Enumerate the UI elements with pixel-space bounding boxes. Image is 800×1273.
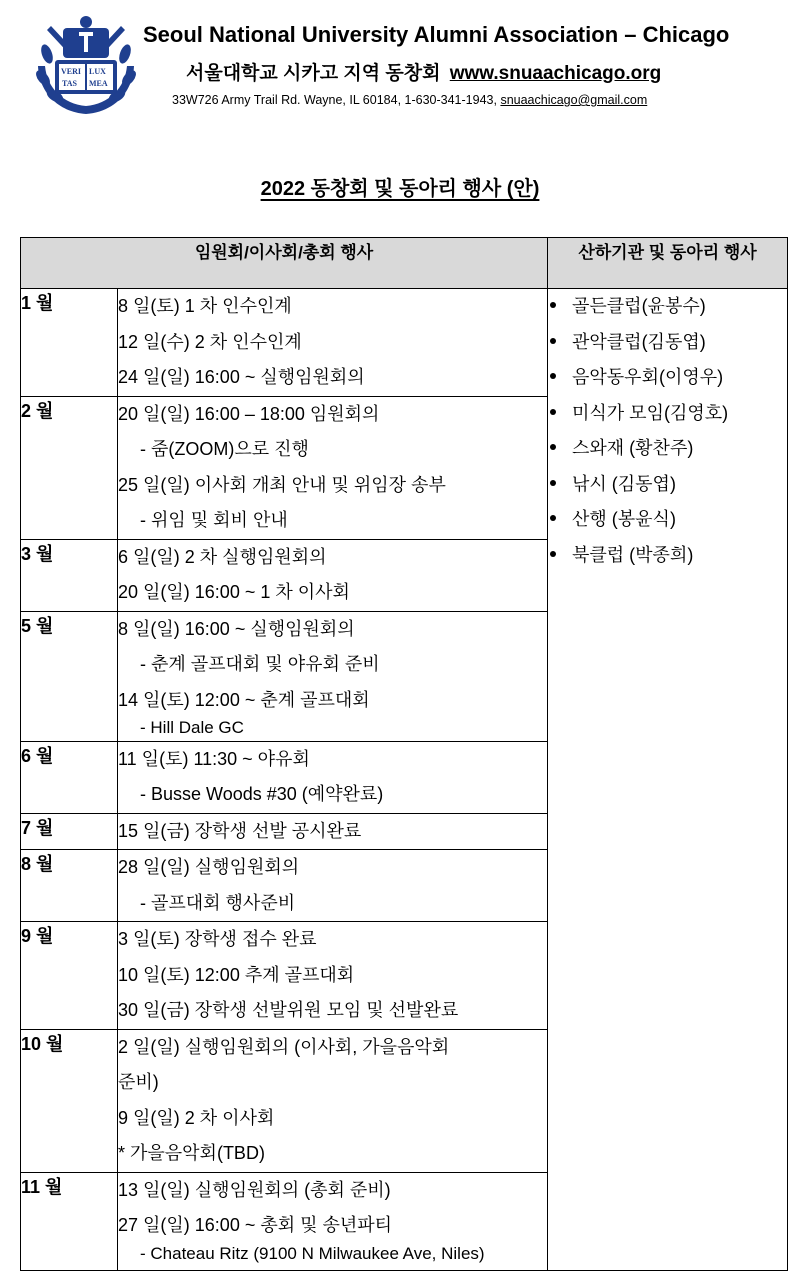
club-name: 음악동우회(이영우): [572, 367, 724, 387]
events-cell: [118, 922, 548, 1030]
event-item: - 줌(ZOOM)으로 진행: [140, 439, 309, 459]
club-name: 스와재 (황찬주): [572, 438, 694, 458]
event-item: 8 일(토) 1 차 인수인계: [118, 296, 292, 316]
club-list-item: [548, 538, 787, 574]
snu-logo-icon: [33, 14, 139, 120]
month-cell: 5 월: [21, 611, 118, 741]
event-item: - Busse Woods #30 (예약완료): [140, 784, 384, 804]
letterhead: [0, 0, 800, 130]
event-item: 준비): [118, 1072, 159, 1092]
bullet-icon: [550, 551, 556, 557]
event-item: 3 일(토) 장학생 접수 완료: [118, 929, 317, 949]
org-name-korean: 서울대학교 시카고 지역 동창회: [186, 63, 441, 84]
club-list: [548, 289, 787, 573]
col-header-executive-events: 임원회/이사회/총회 행사: [21, 238, 548, 289]
svg-text:VERI: VERI: [61, 67, 82, 76]
svg-text:LUX: LUX: [89, 67, 106, 76]
events-cell: [118, 741, 548, 813]
club-name: 관악클럽(김동엽): [572, 331, 706, 352]
bullet-icon: [550, 515, 556, 521]
bullet-icon: [550, 444, 556, 450]
event-item: 15 일(금) 장학생 선발 공시완료: [118, 820, 362, 841]
event-item: 24 일(일) 16:00 ~ 실행임원회의: [118, 367, 365, 387]
events-cell: [118, 1172, 548, 1270]
club-name: 골든클럽(윤봉수): [572, 296, 706, 316]
event-item: 20 일(일) 16:00 – 18:00 임원회의: [118, 403, 380, 424]
event-item: * 가을음악회(TBD): [118, 1143, 265, 1163]
clubs-cell: [548, 289, 788, 1271]
event-item: 11 일(토) 11:30 ~ 야유회: [118, 748, 310, 769]
event-item: 28 일(일) 실행임원회의: [118, 857, 300, 877]
event-item: 10 일(토) 12:00 추계 골프대회: [118, 964, 355, 985]
bullet-icon: [550, 338, 556, 344]
event-item: 30 일(금) 장학생 선발위원 모임 및 선발완료: [118, 1000, 459, 1020]
club-list-item: [548, 325, 787, 361]
org-name-english: Seoul National University Alumni Association – Chicago: [143, 22, 730, 47]
month-cell: 10 월: [21, 1029, 118, 1172]
website-link[interactable]: www.snuaachicago.org: [449, 63, 662, 84]
events-cell: [118, 1029, 548, 1172]
month-cell: 6 월: [21, 741, 118, 813]
bullet-icon: [550, 302, 556, 308]
svg-text:TAS: TAS: [62, 79, 77, 88]
bullet-icon: [550, 480, 556, 486]
table-row: [21, 289, 788, 397]
club-name: 북클럽 (박종희): [572, 544, 694, 565]
col-header-club-events: 산하기관 및 동아리 행사: [548, 238, 788, 289]
event-item: 27 일(일) 16:00 ~ 총회 및 송년파티: [118, 1215, 393, 1235]
events-cell: [118, 813, 548, 850]
month-cell: 7 월: [21, 813, 118, 850]
event-item: 14 일(토) 12:00 ~ 춘계 골프대회: [118, 689, 370, 710]
event-item: - 골프대회 행사준비: [140, 892, 296, 913]
bullet-icon: [550, 373, 556, 379]
event-item: - Hill Dale GC: [140, 718, 244, 737]
event-item: 6 일(일) 2 차 실행임원회의: [118, 546, 327, 567]
month-cell: 9 월: [21, 922, 118, 1030]
club-list-item: [548, 360, 787, 396]
table-header-row: [21, 238, 788, 289]
contact-line: [172, 93, 647, 107]
club-name: 산행 (봉윤식): [572, 509, 676, 529]
events-cell: [118, 611, 548, 741]
club-name: 미식가 모임(김영호): [572, 402, 729, 423]
event-item: 12 일(수) 2 차 인수인계: [118, 331, 302, 352]
month-cell: 8 월: [21, 850, 118, 922]
svg-text:MEA: MEA: [89, 79, 108, 88]
club-list-item: [548, 502, 787, 538]
month-cell: 11 월: [21, 1172, 118, 1270]
club-list-item: [548, 396, 787, 432]
event-item: - 위임 및 회비 안내: [140, 510, 288, 530]
events-cell: [118, 539, 548, 611]
event-item: 20 일(일) 16:00 ~ 1 차 이사회: [118, 582, 350, 602]
club-list-item: [548, 467, 787, 503]
events-cell: [118, 850, 548, 922]
month-cell: 2 월: [21, 396, 118, 539]
club-list-item: [548, 289, 787, 325]
club-list-item: [548, 431, 787, 467]
event-item: 2 일(일) 실행임원회의 (이사회, 가을음악회: [118, 1036, 450, 1057]
events-cell: [118, 396, 548, 539]
org-name-korean-line: [186, 58, 661, 85]
bullet-icon: [550, 409, 556, 415]
events-cell: [118, 289, 548, 397]
schedule-table: [20, 237, 788, 1271]
address: 33W726 Army Trail Rd. Wayne, IL 60184, 1-630-341-1943,: [172, 93, 497, 107]
event-item: 13 일(일) 실행임원회의 (총회 준비): [118, 1179, 391, 1200]
event-item: 8 일(일) 16:00 ~ 실행임원회의: [118, 618, 355, 639]
event-item: 25 일(일) 이사회 개최 안내 및 위임장 송부: [118, 474, 446, 495]
event-item: - 춘계 골프대회 및 야유회 준비: [140, 654, 380, 674]
month-cell: 3 월: [21, 539, 118, 611]
event-item: - Chateau Ritz (9100 N Milwaukee Ave, Niles): [140, 1243, 485, 1263]
document-title: 2022 동창회 및 동아리 행사 (안): [260, 178, 540, 200]
event-item: 9 일(일) 2 차 이사회: [118, 1107, 275, 1128]
month-cell: 1 월: [21, 289, 118, 397]
email-link[interactable]: snuaachicago@gmail.com: [500, 93, 648, 107]
club-name: 낚시 (김동엽): [572, 473, 676, 494]
